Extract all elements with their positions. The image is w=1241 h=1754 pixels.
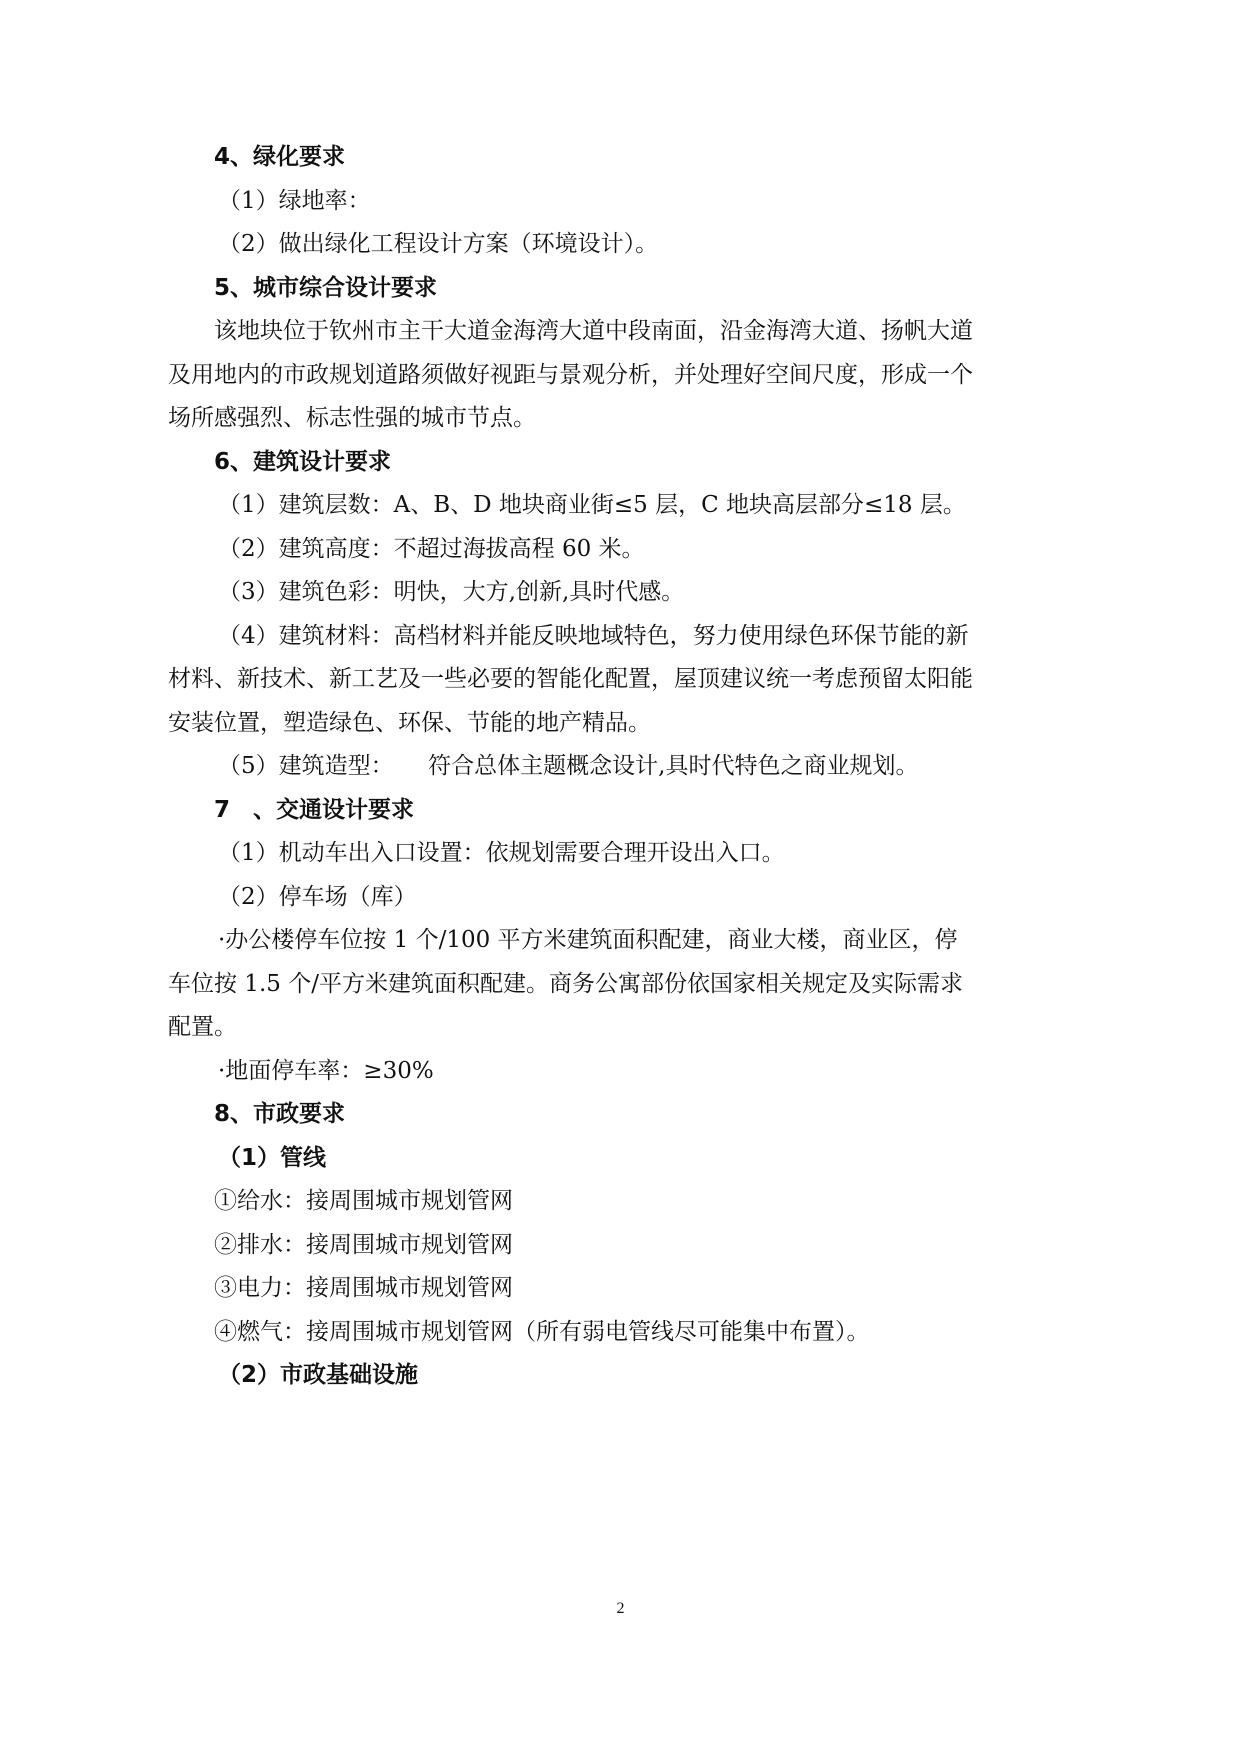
subheading-infrastructure: （2）市政基础设施 [218,1362,419,1388]
paragraph-line: 及用地内的市政规划道路须做好视距与景观分析，并处理好空间尺度，形成一个 [168,362,973,388]
bullet-item: ·办公楼停车位按 1 个/100 平方米建筑面积配建，商业大楼，商业区，停 [218,927,958,953]
page-number: 2 [616,1600,625,1617]
paragraph-line: 配置。 [168,1014,237,1040]
section-heading-traffic: 7 、交通设计要求 [214,797,415,823]
paragraph-line: 材料、新技术、新工艺及一些必要的智能化配置，屋顶建议统一考虑预留太阳能 [168,666,973,692]
pipeline-item-water-supply: ①给水：接周围城市规划管网 [214,1188,513,1214]
architecture-item-2: （2）建筑高度：不超过海拔高程 60 米。 [218,536,645,562]
architecture-item-5: （5）建筑造型： 符合总体主题概念设计,具时代特色之商业规划。 [218,753,919,779]
pipeline-item-drainage: ②排水：接周围城市规划管网 [214,1232,513,1258]
paragraph-line: 场所感强烈、标志性强的城市节点。 [168,405,536,431]
architecture-item-4: （4）建筑材料：高档材料并能反映地域特色，努力使用绿色环保节能的新 [218,623,969,649]
section-heading-urban-design: 5、城市综合设计要求 [214,275,438,301]
architecture-item-3: （3）建筑色彩：明快，大方,创新,具时代感。 [218,579,685,605]
architecture-item-1: （1）建筑层数：A、B、D 地块商业街≤5 层，C 地块高层部分≤18 层。 [218,492,966,518]
section-heading-architecture: 6、建筑设计要求 [214,449,392,475]
greening-item-2: （2）做出绿化工程设计方案（环境设计）。 [218,231,659,257]
paragraph-line: 该地块位于钦州市主干大道金海湾大道中段南面，沿金海湾大道、扬帆大道 [214,318,973,344]
greening-item-1: （1）绿地率： [218,188,371,214]
bullet-item: ·地面停车率：≥30% [218,1058,434,1084]
traffic-item-2: （2）停车场（库） [218,884,417,910]
subheading-pipelines: （1）管线 [218,1145,327,1171]
pipeline-item-gas: ④燃气：接周围城市规划管网（所有弱电管线尽可能集中布置）。 [214,1319,870,1345]
paragraph-line: 车位按 1.5 个/平方米建筑面积配建。商务公寓部份依国家相关规定及实际需求 [168,971,963,997]
pipeline-item-power: ③电力：接周围城市规划管网 [214,1275,513,1301]
paragraph-line: 安装位置，塑造绿色、环保、节能的地产精品。 [168,710,651,736]
traffic-item-1: （1）机动车出入口设置：依规划需要合理开设出入口。 [218,840,785,866]
section-heading-greening: 4、绿化要求 [214,144,346,170]
section-heading-municipal: 8、市政要求 [214,1101,346,1127]
